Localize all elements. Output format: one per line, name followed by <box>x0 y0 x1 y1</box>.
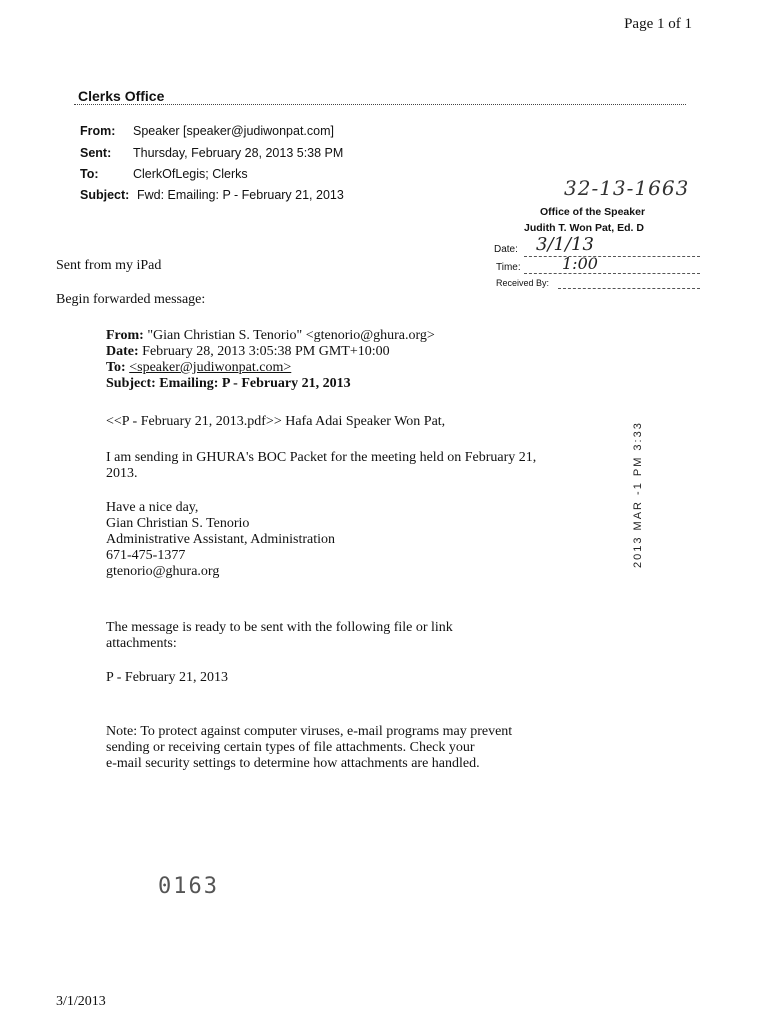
page-stamp-number: 0163 <box>158 874 219 899</box>
closing-line: Have a nice day, <box>106 500 199 515</box>
attachment-notice-line-1: The message is ready to be sent with the following file or link <box>106 620 453 635</box>
stamp-time-value: 1:00 <box>562 254 598 273</box>
fwd-from-row <box>106 328 626 344</box>
message-line-1: I am sending in GHURA's BOC Packet for the meeting held on February 21, <box>106 450 537 465</box>
sent-value: Thursday, February 28, 2013 5:38 PM <box>133 146 344 160</box>
signature-name: Gian Christian S. Tenorio <box>106 516 250 531</box>
fwd-to-value[interactable]: <speaker@judiwonpat.com> <box>129 360 292 375</box>
stamp-office: Office of the Speaker <box>540 206 646 218</box>
stamp-date-label: Date: <box>494 244 518 255</box>
message-line-2: 2013. <box>106 466 138 481</box>
stamp-received-line <box>558 288 700 289</box>
fwd-to-row <box>106 360 626 376</box>
from-value: Speaker [speaker@judiwonpat.com] <box>133 124 334 138</box>
note-line-1: Note: To protect against computer viruses, e-mail programs may prevent <box>106 724 513 739</box>
signature-phone: 671-475-1377 <box>106 548 186 563</box>
fwd-subject: Subject: Emailing: P - February 21, 2013 <box>106 376 351 391</box>
note-line-3: e-mail security settings to determine how attachments are handled. <box>106 756 480 771</box>
signature-email[interactable]: gtenorio@ghura.org <box>106 564 220 579</box>
greeting-line: <<P - February 21, 2013.pdf>> Hafa Adai Speaker Won Pat, <box>106 414 446 429</box>
attachment-notice-line-2: attachments: <box>106 636 177 651</box>
fwd-date-label: Date: <box>106 344 139 359</box>
begin-forwarded-line: Begin forwarded message: <box>56 292 206 307</box>
stamp-date-value: 3/1/13 <box>536 234 594 255</box>
vertical-date-stamp <box>612 420 702 590</box>
attachment-name[interactable]: P - February 21, 2013 <box>106 670 228 685</box>
forwarded-header <box>106 328 626 392</box>
fwd-date-row <box>106 344 626 360</box>
from-label: From: <box>80 124 116 138</box>
fwd-to-label: To: <box>106 360 126 375</box>
signature-title: Administrative Assistant, Administration <box>106 532 336 547</box>
page-number: Page 1 of 1 <box>624 16 692 32</box>
stamp-time-line <box>524 273 700 274</box>
org-title: Clerks Office <box>78 88 165 104</box>
attachment-notice <box>106 620 586 652</box>
sent-from-line: Sent from my iPad <box>56 258 162 273</box>
sent-label: Sent: <box>80 146 112 160</box>
vertical-stamp-text: 2013 MAR -1 PM 3:33 <box>632 421 644 568</box>
security-note <box>106 724 626 772</box>
to-label: To: <box>80 167 99 181</box>
message-paragraph <box>106 450 606 482</box>
footer-date: 3/1/2013 <box>56 994 106 1009</box>
fwd-from-label: From: <box>106 328 144 343</box>
fwd-date-value: February 28, 2013 3:05:38 PM GMT+10:00 <box>142 344 390 359</box>
note-line-2: sending or receiving certain types of file attachments. Check your <box>106 740 475 755</box>
stamp-time-label: Time: <box>496 262 521 273</box>
receipt-stamp <box>488 172 710 302</box>
to-value: ClerkOfLegis; Clerks <box>133 167 248 181</box>
title-divider <box>74 104 686 105</box>
stamp-date-line <box>524 256 700 257</box>
subject-value: Fwd: Emailing: P - February 21, 2013 <box>137 188 344 202</box>
fwd-from-value: "Gian Christian S. Tenorio" <gtenorio@ghura.org> <box>147 328 435 343</box>
signature-block <box>106 500 506 580</box>
stamp-number: 32-13-1663 <box>564 176 690 200</box>
stamp-name: Judith T. Won Pat, Ed. D <box>524 222 644 234</box>
subject-label: Subject: <box>80 188 130 202</box>
stamp-received-label: Received By: <box>496 278 550 288</box>
